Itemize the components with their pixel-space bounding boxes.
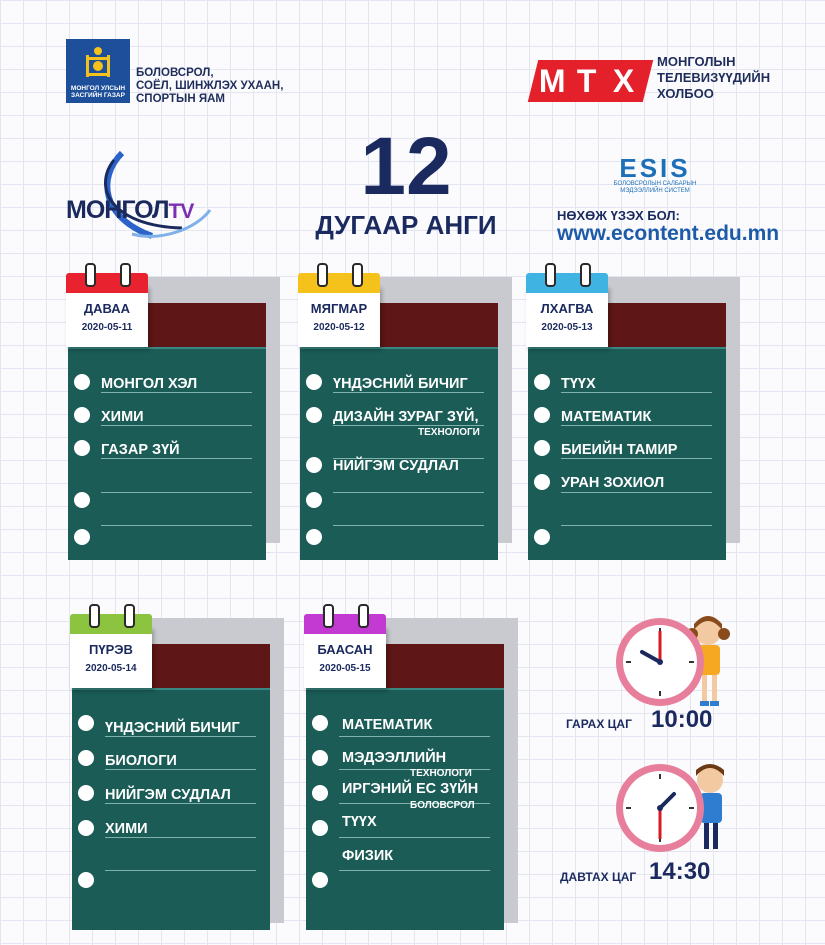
board-line [101,425,252,426]
calendar-ring-icon [317,263,328,287]
day-date: 2020-05-11 [81,322,133,333]
esis-caption: БОЛОВСРОЛЫН САЛБАРЫН МЭДЭЭЛЛИЙН СИСТЕМ [613,181,697,194]
board-line [339,870,490,871]
board-line [561,425,712,426]
ministry-name [136,67,283,106]
subject-item: ХИМИ [101,409,144,425]
subject-item: НИЙГЭМ СУДЛАЛ [105,787,231,803]
mtx-name-line: ХОЛБОО [657,86,714,101]
calendar-ring-icon [89,604,100,628]
mtx-name-line: МОНГОЛЫН [657,54,736,69]
esis-logo [610,155,700,195]
subject-item: МАТЕМАТИК [342,717,433,733]
air-time-label: ГАРАХ ЦАГ [566,717,632,731]
day-name: МЯГМАР [310,301,368,316]
day-card [70,626,152,688]
subject-item: БИОЛОГИ [105,753,177,769]
board-line [561,525,712,526]
day-name: ПҮРЭВ [89,642,133,657]
grade-label: ДУГААР АНГИ [315,210,497,240]
board-header-band [152,644,270,688]
subject-item: МОНГОЛ ХЭЛ [101,376,198,392]
board-hole [74,492,90,508]
ministry-name-line: СПОРТЫН ЯАМ [136,93,225,105]
ministry-emblem-caption: МОНГОЛ УЛСЫН ЗАСГИЙН ГАЗАР [70,85,126,99]
board-line [339,837,490,838]
subject-note: ТЕХНОЛОГИ [410,768,472,779]
board-line [101,492,252,493]
board-line [101,458,252,459]
day-name: ДАВАА [83,301,131,316]
repeat-time-value: 14:30 [649,858,711,885]
day-card-top [298,273,380,293]
clock-boy-illustration-icon [612,758,732,858]
day-date: 2020-05-13 [541,322,593,333]
day-name: БААСАН [317,642,373,657]
board-hole [74,374,90,390]
subject-item: БИЕИЙН ТАМИР [561,442,678,458]
subject-item: ГАЗАР ЗҮЙ [101,442,180,458]
board-header-band [608,303,726,347]
board-line [101,392,252,393]
repeat-time-label: ДАВТАХ ЦАГ [560,870,637,884]
mtx-logo [528,60,653,102]
watch-label: НӨХӨЖ ҮЗЭХ БОЛ: [557,208,680,223]
board-hole [312,715,328,731]
mongoltv-suffix: TV [168,200,194,223]
board-line [333,525,484,526]
subject-item: ҮНДЭСНИЙ БИЧИГ [333,376,468,392]
mtx-letter: М [538,63,566,99]
board-hole [74,407,90,423]
board-header-band [386,644,504,688]
board-hole [306,457,322,473]
subject-item: ТҮҮХ [561,376,596,392]
board-hole [78,750,94,766]
mtx-name [657,54,770,102]
calendar-ring-icon [120,263,131,287]
website-link[interactable]: www.econtent.edu.mn [557,222,780,245]
board-header-band [380,303,498,347]
mtx-letter: Т [576,63,597,99]
soyombo-emblem-icon [85,45,111,79]
board-hole [78,785,94,801]
subject-item: ФИЗИК [342,848,394,864]
board-hole [78,715,94,731]
day-name: ЛХАГВА [540,301,594,316]
day-card-top [304,614,386,634]
board-line [105,769,256,770]
board-hole [534,474,550,490]
board-hole [312,785,328,801]
board-hole [306,492,322,508]
board-hole [312,750,328,766]
board-line [561,458,712,459]
subject-item: ДИЗАЙН ЗУРАГ ЗҮЙ, [333,409,479,425]
mongoltv-word: МОНГОЛ [66,196,169,224]
clock-girl-illustration-icon [612,612,732,712]
day-card-top [526,273,608,293]
subject-item: ҮНДЭСНИЙ БИЧИГ [105,720,240,736]
board-hole [78,872,94,888]
board-line [561,392,712,393]
board-hole [306,529,322,545]
day-date: 2020-05-14 [85,663,137,674]
day-card [298,285,380,347]
mtx-name-line: ТЕЛЕВИЗҮҮДИЙН [657,70,771,85]
board-line [105,837,256,838]
subject-item: МЭДЭЭЛЛИЙН [342,750,447,766]
calendar-ring-icon [580,263,591,287]
board-line [339,736,490,737]
calendar-ring-icon [358,604,369,628]
ministry-emblem-logo [66,39,130,103]
board-hole [306,407,322,423]
board-hole [74,529,90,545]
board-hole [312,872,328,888]
board-hole [534,374,550,390]
calendar-ring-icon [85,263,96,287]
subject-item: ТҮҮХ [342,814,377,830]
subject-note: ТЕХНОЛОГИ [418,427,480,438]
subject-item: НИЙГЭМ СУДЛАЛ [333,458,459,474]
day-card [526,285,608,347]
grade-number: 12 [360,121,452,212]
subject-note: БОЛОВСРОЛ [410,800,475,811]
board-hole [312,820,328,836]
board-line [105,736,256,737]
board-line [101,525,252,526]
day-card-top [70,614,152,634]
board-hole [78,820,94,836]
subject-item: ХИМИ [105,821,148,837]
board-hole [74,440,90,456]
day-card [66,285,148,347]
subject-item: УРАН ЗОХИОЛ [561,475,665,491]
calendar-ring-icon [352,263,363,287]
ministry-name-line: СОЁЛ, ШИНЖЛЭХ УХААН, [136,80,284,92]
calendar-ring-icon [124,604,135,628]
calendar-ring-icon [545,263,556,287]
mongoltv-logo [66,196,193,225]
air-time-value: 10:00 [651,706,713,733]
board-line [105,803,256,804]
subject-item: МАТЕМАТИК [561,409,652,425]
ministry-name-line: БОЛОВСРОЛ, [136,67,214,79]
board-header-band [148,303,266,347]
day-date: 2020-05-12 [313,322,365,333]
board-line [105,870,256,871]
mtx-letter: Х [612,63,635,99]
board-line [333,392,484,393]
board-hole [306,374,322,390]
board-line [561,492,712,493]
board-hole [534,440,550,456]
board-hole [534,529,550,545]
day-date: 2020-05-15 [319,663,371,674]
board-line [333,492,484,493]
subject-item: ИРГЭНИЙ ЕС ЗҮЙН [342,781,479,797]
esis-word: ESIS [619,153,691,183]
board-hole [534,407,550,423]
calendar-ring-icon [323,604,334,628]
day-card-top [66,273,148,293]
day-card [304,626,386,688]
